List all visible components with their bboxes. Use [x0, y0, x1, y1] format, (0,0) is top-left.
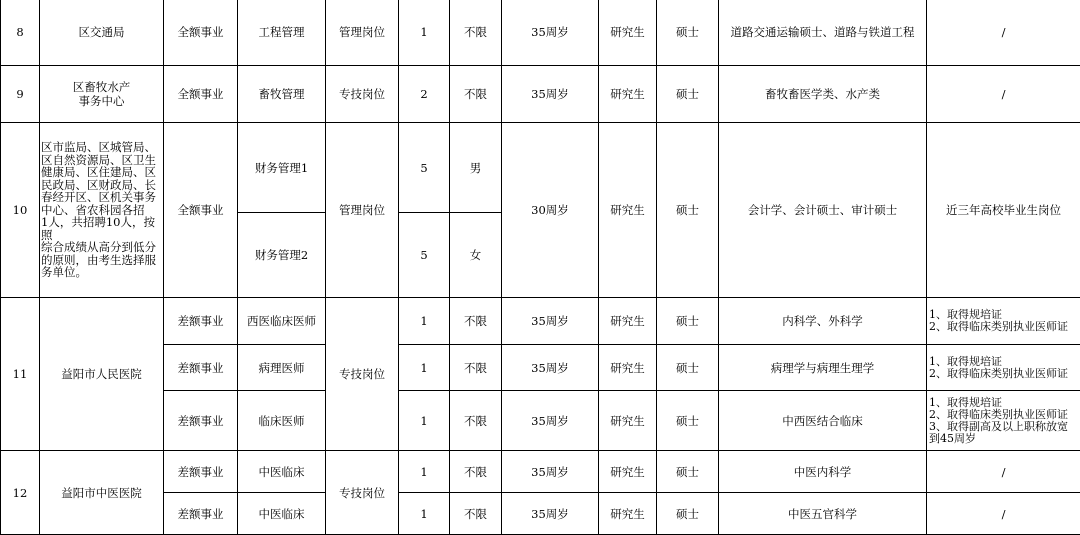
employer-unit: 区市监局、区城管局、 区自然资源局、区卫生 健康局、区住建局、区 民政局、区财政局、长 春经开区、区机关事务 中心、省农科园各招 1人，共招聘10人，按照 综合成绩从高分到低分 的原则，由考生选择服 务单位。 — [40, 123, 164, 298]
gender-requirement: 不限 — [450, 391, 502, 451]
hiring-count: 5 — [399, 123, 450, 213]
education-requirement: 研究生 — [599, 451, 657, 493]
major-requirement: 中医内科学 — [719, 451, 927, 493]
gender-requirement: 不限 — [450, 0, 502, 66]
education-requirement: 研究生 — [599, 0, 657, 66]
other-requirements: / — [927, 451, 1080, 493]
major-requirement: 内科学、外科学 — [719, 298, 927, 345]
funding-type: 差额事业 — [164, 345, 238, 391]
post-category: 专技岗位 — [326, 298, 399, 451]
gender-requirement: 不限 — [450, 451, 502, 493]
degree-requirement: 硕士 — [657, 0, 719, 66]
employer-unit: 益阳市中医医院 — [40, 451, 164, 535]
table-row — [1, 451, 1080, 493]
hiring-count: 1 — [399, 493, 450, 535]
major-requirement: 畜牧畜医学类、水产类 — [719, 66, 927, 123]
gender-requirement: 男 — [450, 123, 502, 213]
degree-requirement: 硕士 — [657, 493, 719, 535]
education-requirement: 研究生 — [599, 123, 657, 298]
degree-requirement: 硕士 — [657, 123, 719, 298]
post-name: 中医临床 — [238, 493, 326, 535]
gender-requirement: 不限 — [450, 66, 502, 123]
major-requirement: 中西医结合临床 — [719, 391, 927, 451]
post-name: 财务管理1 — [238, 123, 326, 213]
other-requirements: / — [927, 0, 1080, 66]
post-category: 专技岗位 — [326, 451, 399, 535]
table-row — [1, 0, 1080, 66]
row-number: 9 — [1, 66, 40, 123]
other-requirements: 1、取得规培证 2、取得临床类别执业医师证 — [927, 345, 1080, 391]
row-number: 12 — [1, 451, 40, 535]
employer-unit: 益阳市人民医院 — [40, 298, 164, 451]
major-requirement: 中医五官科学 — [719, 493, 927, 535]
funding-type: 差额事业 — [164, 451, 238, 493]
major-requirement: 道路交通运输硕士、道路与铁道工程 — [719, 0, 927, 66]
education-requirement: 研究生 — [599, 298, 657, 345]
table-row — [1, 123, 1080, 213]
post-name: 工程管理 — [238, 0, 326, 66]
employer-unit: 区交通局 — [40, 0, 164, 66]
age-limit: 35周岁 — [502, 298, 599, 345]
hiring-count: 1 — [399, 451, 450, 493]
education-requirement: 研究生 — [599, 345, 657, 391]
hiring-count: 1 — [399, 298, 450, 345]
age-limit: 35周岁 — [502, 345, 599, 391]
age-limit: 35周岁 — [502, 391, 599, 451]
post-category: 管理岗位 — [326, 123, 399, 298]
row-number: 10 — [1, 123, 40, 298]
post-name: 临床医师 — [238, 391, 326, 451]
age-limit: 30周岁 — [502, 123, 599, 298]
row-number: 11 — [1, 298, 40, 451]
hiring-count: 2 — [399, 66, 450, 123]
gender-requirement: 不限 — [450, 298, 502, 345]
major-requirement: 病理学与病理生理学 — [719, 345, 927, 391]
degree-requirement: 硕士 — [657, 298, 719, 345]
post-name: 财务管理2 — [238, 213, 326, 298]
post-category: 专技岗位 — [326, 66, 399, 123]
post-name: 畜牧管理 — [238, 66, 326, 123]
post-name: 中医临床 — [238, 451, 326, 493]
hiring-count: 1 — [399, 391, 450, 451]
other-requirements: 1、取得规培证 2、取得临床类别执业医师证 — [927, 298, 1080, 345]
major-requirement: 会计学、会计硕士、审计硕士 — [719, 123, 927, 298]
hiring-count: 1 — [399, 0, 450, 66]
age-limit: 35周岁 — [502, 451, 599, 493]
table-row — [1, 298, 1080, 345]
degree-requirement: 硕士 — [657, 66, 719, 123]
education-requirement: 研究生 — [599, 66, 657, 123]
post-name: 西医临床医师 — [238, 298, 326, 345]
age-limit: 35周岁 — [502, 0, 599, 66]
degree-requirement: 硕士 — [657, 391, 719, 451]
hiring-count: 5 — [399, 213, 450, 298]
row-number: 8 — [1, 0, 40, 66]
other-requirements: 1、取得规培证 2、取得临床类别执业医师证 3、取得副高及以上职称放宽 到45周岁 — [927, 391, 1080, 451]
post-category: 管理岗位 — [326, 0, 399, 66]
other-requirements: / — [927, 66, 1080, 123]
other-requirements: 近三年高校毕业生岗位 — [927, 123, 1080, 298]
age-limit: 35周岁 — [502, 493, 599, 535]
other-requirements: / — [927, 493, 1080, 535]
funding-type: 全额事业 — [164, 66, 238, 123]
table-row — [1, 66, 1080, 123]
degree-requirement: 硕士 — [657, 345, 719, 391]
funding-type: 全额事业 — [164, 0, 238, 66]
funding-type: 全额事业 — [164, 123, 238, 298]
funding-type: 差额事业 — [164, 493, 238, 535]
degree-requirement: 硕士 — [657, 451, 719, 493]
hiring-count: 1 — [399, 345, 450, 391]
gender-requirement: 不限 — [450, 345, 502, 391]
gender-requirement: 不限 — [450, 493, 502, 535]
post-name: 病理医师 — [238, 345, 326, 391]
gender-requirement: 女 — [450, 213, 502, 298]
education-requirement: 研究生 — [599, 493, 657, 535]
education-requirement: 研究生 — [599, 391, 657, 451]
funding-type: 差额事业 — [164, 391, 238, 451]
funding-type: 差额事业 — [164, 298, 238, 345]
age-limit: 35周岁 — [502, 66, 599, 123]
employer-unit: 区畜牧水产 事务中心 — [40, 66, 164, 123]
